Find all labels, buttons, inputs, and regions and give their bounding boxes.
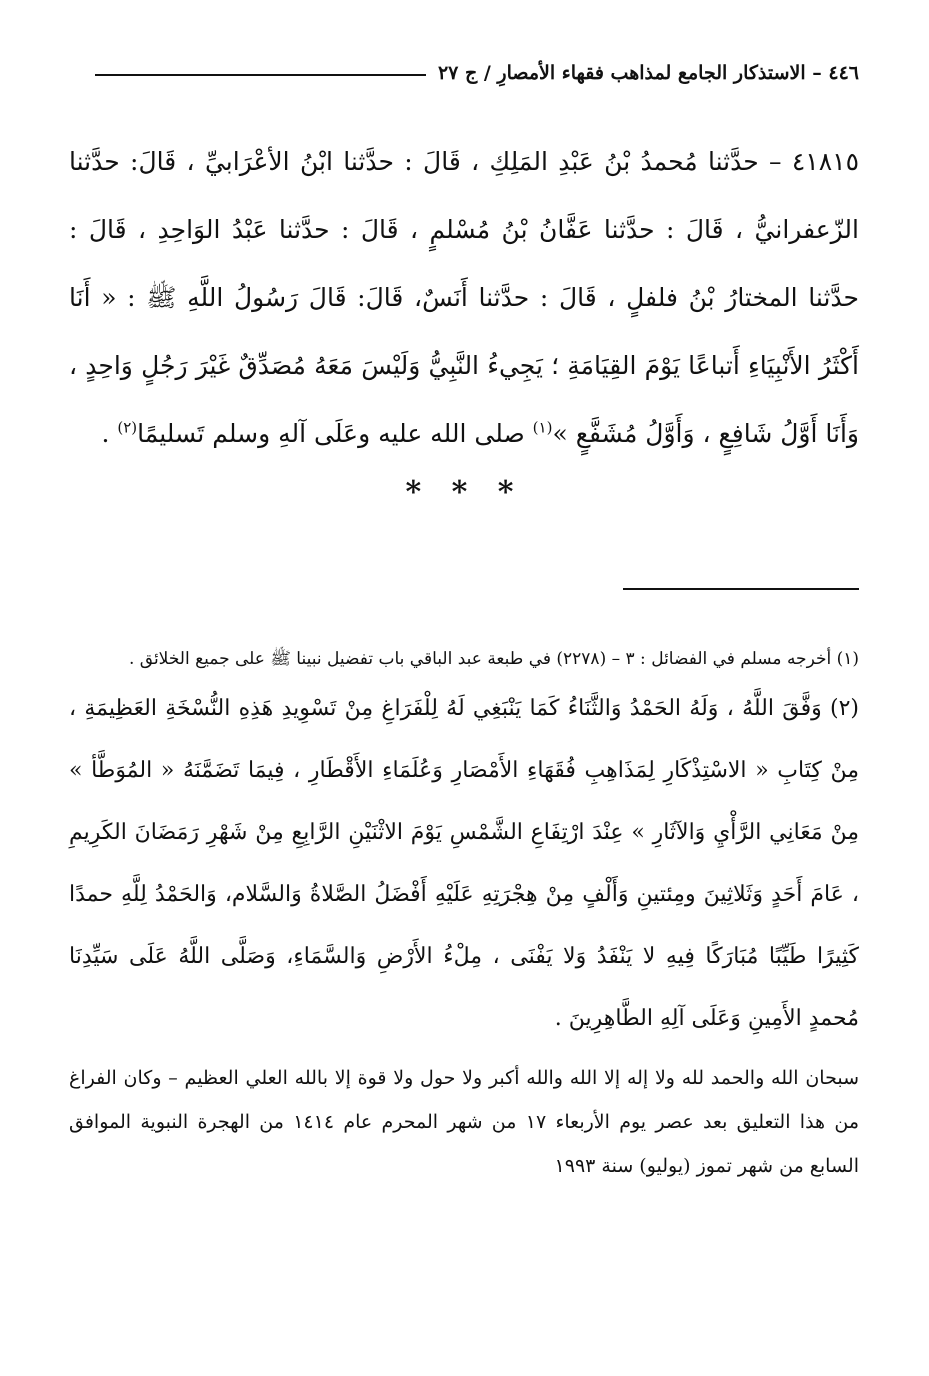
footnote-ref-2[interactable]: (٢) — [117, 418, 138, 437]
salutation-text: صلى الله عليه وعَلَى آلهِ وسلم تَسليمًا — [137, 419, 533, 448]
header-rule — [95, 74, 426, 76]
hadith-paragraph — [69, 128, 859, 468]
footnote-2: (٢) وَفَّقَ اللَّهُ ، وَلَهُ الحَمْدُ وَالثَّنَاءُ كَمَا يَنْبَغِي لَهُ لِلْفَرَاغِ مِنْ تَسْوِيدِ هَذِهِ النُّسْخَةِ العَظِيمَةِ ، مِنْ كِتَابِ « الاسْتِذْكَارِ لِمَذَاهِبِ فُقَهَاءِ الأَمْصَارِ وَعُلَمَاءِ الأَقْطَارِ ، فِيمَا تَضَمَّنَهُ « المُوَطَّأ » مِنْ مَعَانِي الرَّأْيِ وَالآثَارِ » عِنْدَ ارْتِفَاعِ الشَّمْسِ يَوْمَ الاثْنَيْنِ الرَّابِعِ مِنْ شَهْرِ رَمَضَانَ الكَرِيمِ ، عَامَ أَحَدٍ وَثَلاثِينَ ومِئتينِ وَأَلْفٍ مِنْ هِجْرَتِهِ عَلَيْهِ أَفْضَلُ الصَّلاةُ وَالسَّلام، وَالحَمْدُ لِلَّهِ حمدًا كَثِيرًا طَيِّبًا مُبَارَكًا فِيهِ لا يَنْفَدُ وَلا يَفْنَى ، مِلْءُ الأَرْضِ وَالسَّمَاءِ، وَصَلَّى اللَّهُ عَلَى سَيِّدِنَا مُحمدٍ الأَمِينِ وَعَلَى آلِهِ الطَّاهِرِينَ . — [69, 696, 859, 1031]
hadith-number: ٤١٨١٥ — [791, 147, 859, 176]
header-title: ٤٤٦ – الاستذكار الجامع لمذاهب فقهاء الأمصارِ / ج ٢٧ — [437, 62, 859, 84]
footnote-1: (١) أخرجه مسلم في الفضائل : ٣ – (٢٢٧٨) في طبعة عبد الباقي باب تفضيل نبينا ﷺ على جميع الخلائق . — [128, 649, 859, 669]
section-separator: * * * — [405, 475, 524, 510]
footnote-divider — [623, 588, 859, 590]
paragraph-end: . — [101, 419, 118, 448]
closing-note: سبحان الله والحمد لله ولا إله إلا الله والله أكبر ولا حول ولا قوة إلا بالله العلي العظيم – وكان الفراغ من هذا التعليق بعد عصر يوم الأربعاء ١٧ من شهر المحرم عام ١٤١٤ من الهجرة النبوية الموافق السابع من شهر تموز (يوليو) سنة ١٩٩٣ — [69, 1067, 859, 1177]
hadith-text: – حدَّثنا مُحمدُ بْنُ عَبْدِ المَلِكِ ، قَالَ : حدَّثنا ابْنُ الأعْرَابيِّ ، قَالَ: حدَّثنا الزّعفرانيُّ ، قَالَ : حدَّثنا عَفَّانُ بْنُ مُسْلمٍ ، قَالَ : حدَّثنا عَبْدُ الوَاحِدِ ، قَالَ : حدَّثنا المختارُ بْنُ فلفلٍ ، قَالَ : حدَّثنا أَنَسٌ، قَالَ: قَالَ رَسُولُ اللَّهِ ﷺ : « أَنَا أَكْثَرُ الأَنْبِيَاءِ أَتباعًا يَوْمَ القِيَامَةِ ؛ يَجِيءُ النَّبِيُّ وَلَيْسَ مَعَهُ مُصَدِّقٌ غَيْرَ رَجُلٍ وَاحِدٍ ، وَأَنَا أَوَّلُ شَافِعٍ ، وَأَوَّلُ مُشَفَّعٍ » — [69, 147, 859, 448]
running-header — [95, 56, 859, 90]
footnote-ref-1[interactable]: (١) — [532, 418, 553, 437]
footnotes-section — [69, 640, 859, 1188]
